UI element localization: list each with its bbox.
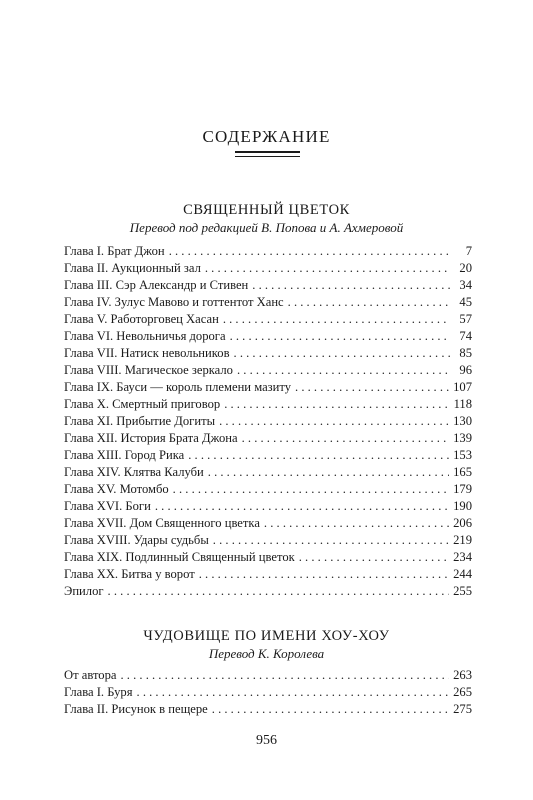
section-2-toc-list [64,667,472,718]
dot-leader [188,447,449,464]
toc-entry-title: Глава II. Рисунок в пещере [64,702,208,716]
toc-entry [64,515,472,532]
dot-leader [173,481,449,498]
dot-leader [252,277,450,294]
dot-leader [224,396,449,413]
toc-entry-page: 57 [459,312,472,326]
toc-entry-title: Глава V. Работорговец Хасан [64,312,219,326]
dot-leader [219,413,449,430]
toc-entry-page: 45 [459,295,472,309]
toc-entry [64,583,472,600]
toc-entry-title: Глава XVIII. Удары судьбы [64,533,209,547]
toc-entry-title: Глава II. Аукционный зал [64,261,201,275]
toc-entry [64,701,472,718]
dot-leader [199,566,449,583]
toc-entry [64,430,472,447]
toc-entry [64,447,472,464]
toc-entry-page: 255 [453,584,472,598]
toc-entry-page: 85 [459,346,472,360]
toc-entry-page: 263 [453,668,472,682]
dot-leader [121,667,450,684]
dot-leader [205,260,450,277]
toc-entry [64,684,472,701]
toc-entry [64,532,472,549]
toc-entry-page: 206 [453,516,472,530]
toc-entry-page: 244 [453,567,472,581]
toc-entry-title: Глава XI. Прибытие Догиты [64,414,216,428]
dot-leader [230,328,450,345]
toc-entry-page: 130 [453,414,472,428]
toc-entry-page: 153 [453,448,472,462]
toc-entry-title: Глава XVII. Дом Священного цветка [64,516,260,530]
toc-entry-title: Глава XX. Битва у ворот [64,567,195,581]
toc-entry-title: Глава XIII. Город Рика [64,448,185,462]
toc-entry-page: 20 [459,261,472,275]
toc-entry [64,260,472,277]
dot-leader [299,549,449,566]
toc-entry-page: 74 [459,329,472,343]
toc-entry [64,464,472,481]
toc-entry [64,667,472,684]
page-number: 956 [256,733,277,748]
dot-leader [264,515,449,532]
toc-entry-title: Глава VIII. Магическое зеркало [64,363,233,377]
toc-entry [64,379,472,396]
dot-leader [288,294,450,311]
dot-leader [295,379,449,396]
dot-leader [108,583,450,600]
toc-entry [64,243,472,260]
toc-entry-page: 179 [453,482,472,496]
toc-entry [64,277,472,294]
dot-leader [212,701,449,718]
toc-entry-title: Глава VII. Натиск невольников [64,346,230,360]
dot-leader [237,362,450,379]
toc-entry-title: Эпилог [64,584,104,598]
toc-entry-page: 118 [453,397,472,411]
section-2-title: ЧУДОВИЩЕ ПО ИМЕНИ ХОУ-ХОУ [143,628,390,644]
toc-entry-title: Глава XII. История Брата Джона [64,431,238,445]
dot-leader [208,464,449,481]
toc-entry-title: Глава XIX. Подлинный Священный цветок [64,550,295,564]
dot-leader [155,498,449,515]
dot-leader [169,243,450,260]
toc-entry-page: 96 [459,363,472,377]
toc-entry [64,481,472,498]
toc-entry-page: 165 [453,465,472,479]
toc-entry-title: Глава XV. Мотомбо [64,482,169,496]
dot-leader [213,532,449,549]
toc-entry [64,396,472,413]
section-1-subtitle: Перевод под редакцией В. Попова и А. Ахмеровой [129,220,404,235]
toc-entry [64,345,472,362]
toc-entry-title: От автора [64,668,117,682]
toc-entry-title: Глава IV. Зулус Мавово и готтентот Ханс [64,295,284,309]
toc-entry-title: Глава I. Брат Джон [64,244,165,258]
toc-entry [64,566,472,583]
heading-double-rule [235,151,300,157]
toc-entry [64,413,472,430]
toc-entry-page: 265 [453,685,472,699]
toc-entry [64,311,472,328]
section-1-toc-list [64,243,472,600]
toc-entry-page: 275 [453,702,472,716]
toc-entry [64,549,472,566]
toc-entry-title: Глава XIV. Клятва Калуби [64,465,204,479]
toc-entry-title: Глава IX. Бауси — король племени мазиту [64,380,292,394]
contents-heading: СОДЕРЖАНИЕ [202,127,331,146]
toc-entry-title: Глава XVI. Боги [64,499,151,513]
toc-entry-page: 234 [453,550,472,564]
toc-entry-page: 107 [453,380,472,394]
dot-leader [223,311,450,328]
toc-entry-page: 7 [465,244,472,258]
toc-entry [64,362,472,379]
toc-entry-page: 219 [453,533,472,547]
toc-entry [64,328,472,345]
toc-entry-title: Глава III. Сэр Александр и Стивен [64,278,249,292]
toc-entry [64,294,472,311]
toc-entry-title: Глава X. Смертный приговор [64,397,221,411]
toc-entry-title: Глава I. Буря [64,685,133,699]
section-1-title: СВЯЩЕННЫЙ ЦВЕТОК [183,202,350,218]
dot-leader [242,430,450,447]
dot-leader [137,684,450,701]
toc-entry-page: 34 [459,278,472,292]
toc-entry-page: 139 [453,431,472,445]
toc-entry [64,498,472,515]
dot-leader [234,345,450,362]
toc-entry-page: 190 [453,499,472,513]
toc-entry-title: Глава VI. Невольничья дорога [64,329,226,343]
section-2-subtitle: Перевод К. Королева [208,646,325,661]
